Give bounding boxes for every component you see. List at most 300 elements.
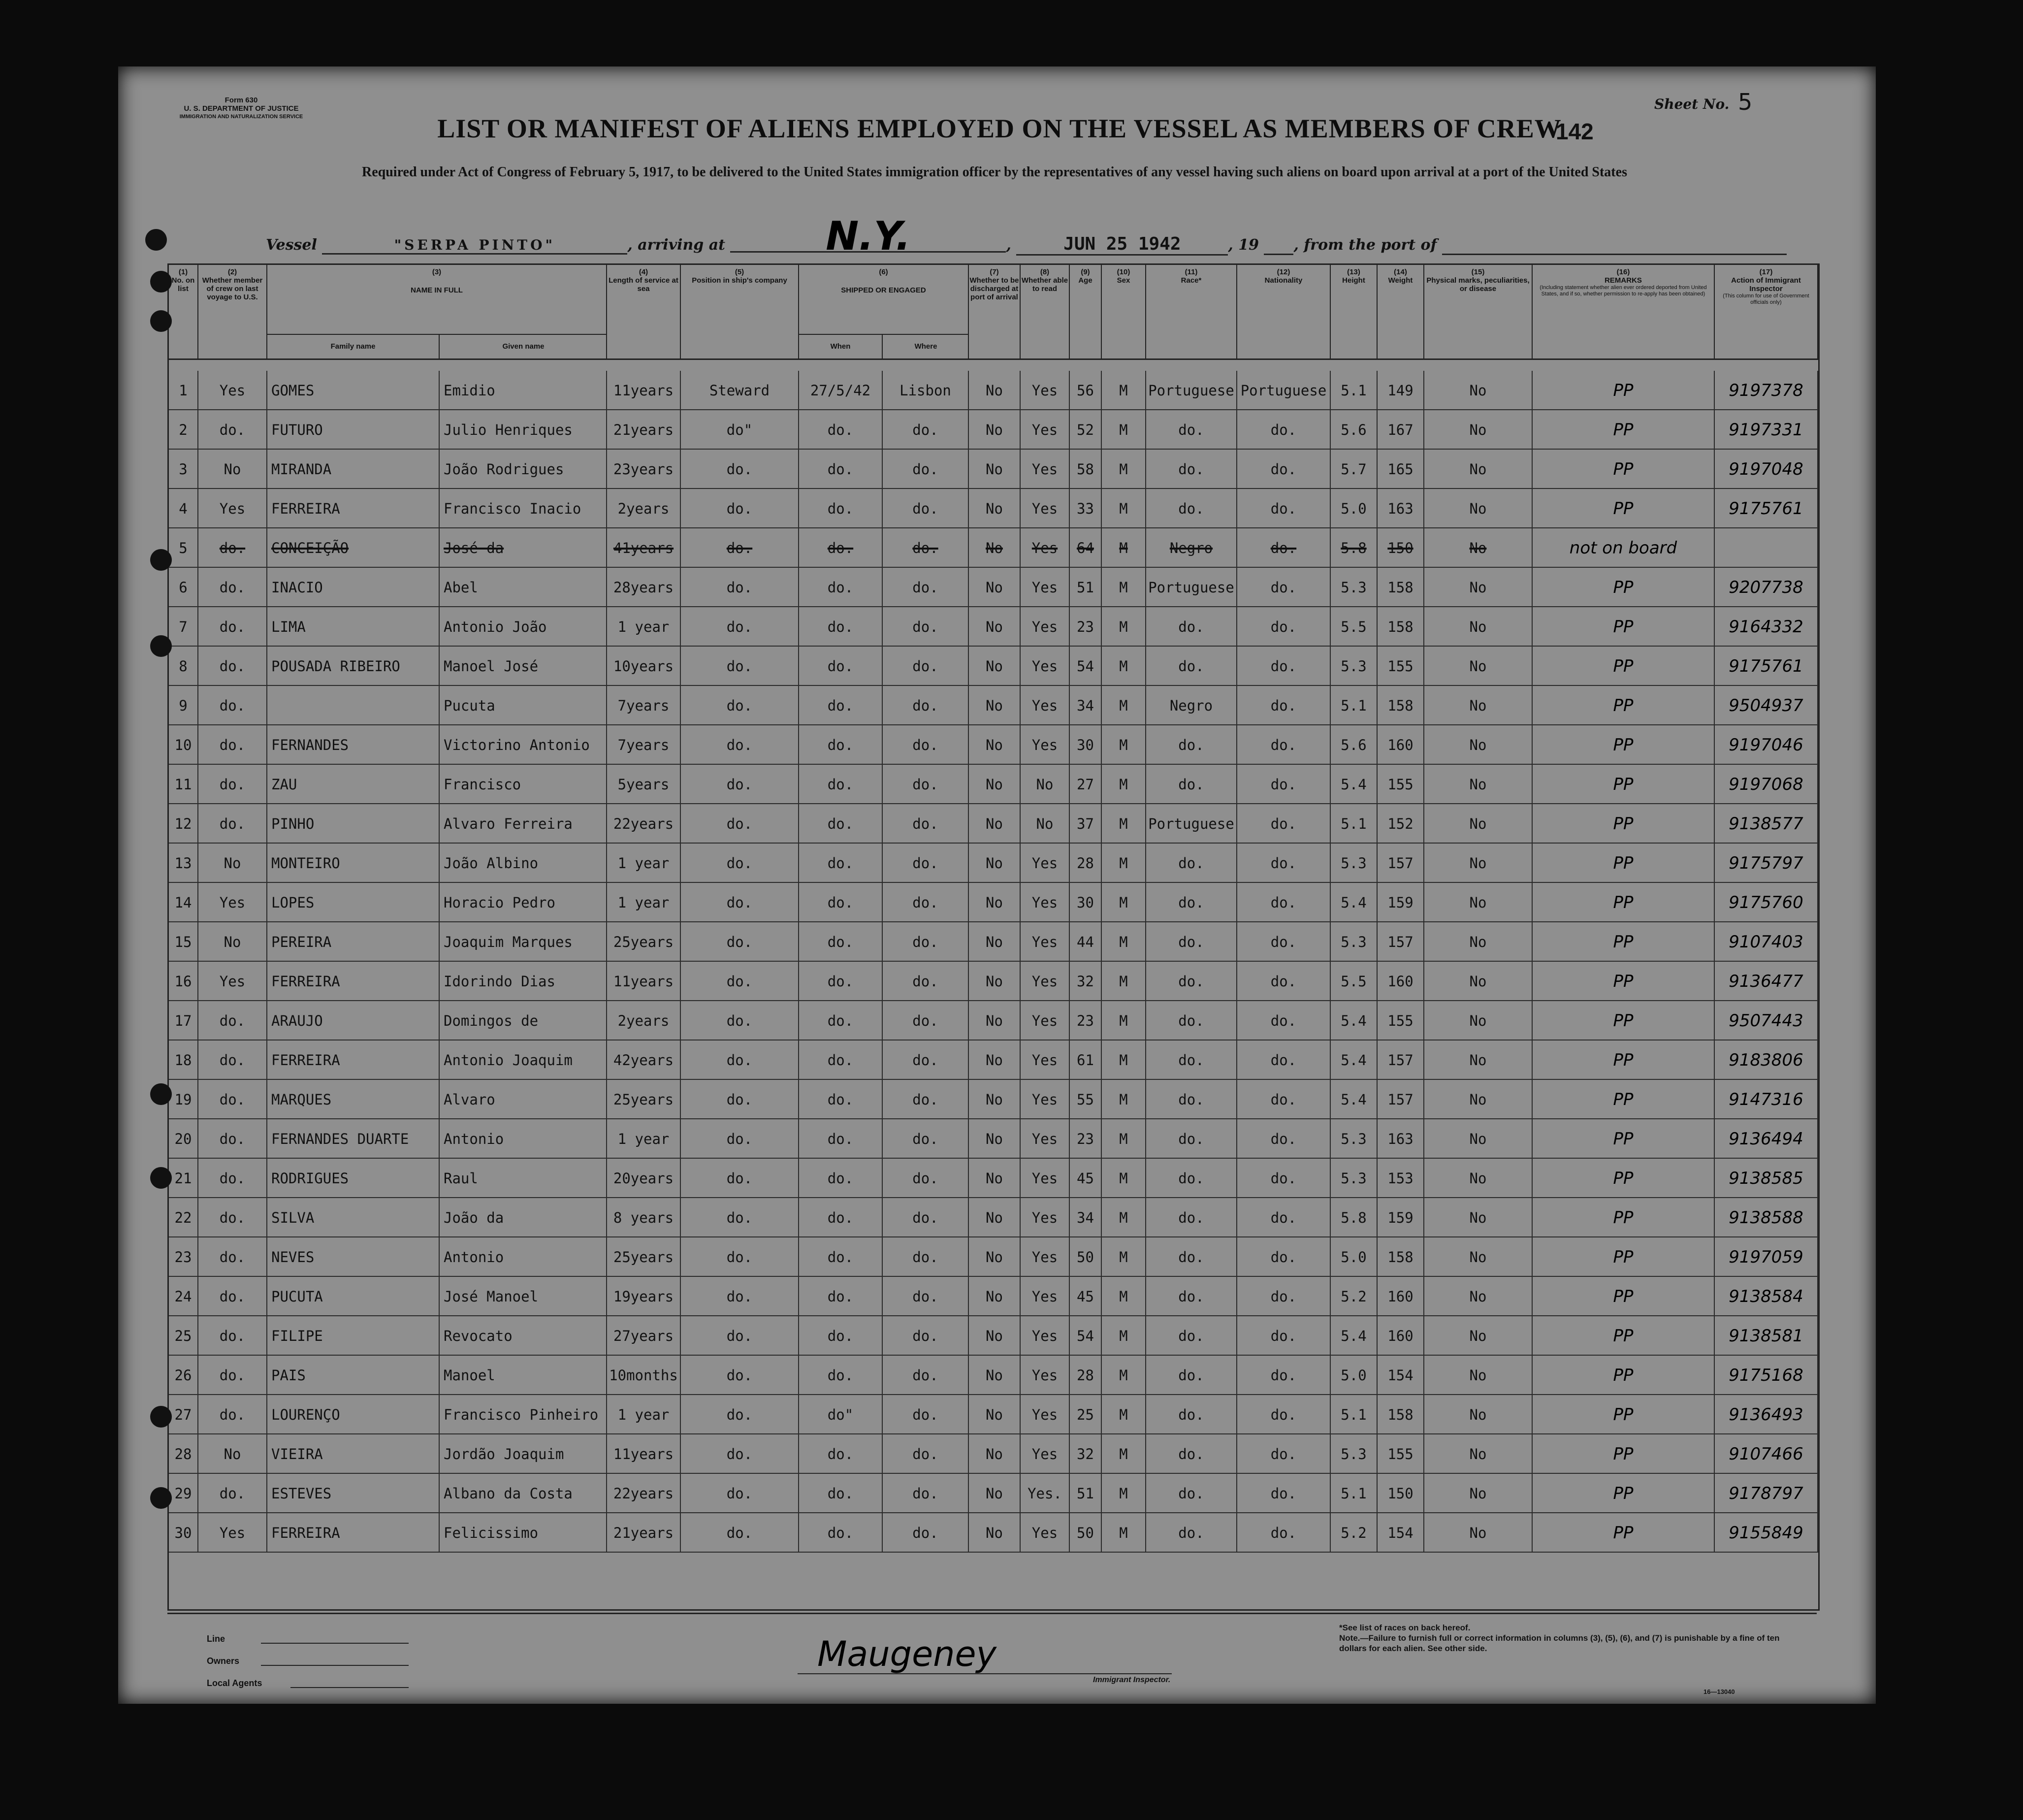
agents-blank bbox=[290, 1687, 409, 1688]
cell-service: 1 year bbox=[607, 1119, 681, 1159]
cell-disch: No bbox=[969, 568, 1021, 607]
cell-family bbox=[267, 686, 440, 725]
cell-read: No bbox=[1021, 804, 1070, 844]
cell-race: Negro bbox=[1146, 528, 1237, 568]
column-label: Nationality bbox=[1264, 276, 1303, 285]
cell-age: 27 bbox=[1070, 765, 1102, 804]
cell-age: 23 bbox=[1070, 1001, 1102, 1040]
cell-read: Yes bbox=[1021, 1513, 1070, 1553]
cell-when: do. bbox=[799, 647, 883, 686]
cell-nat: do. bbox=[1237, 1080, 1331, 1119]
cell-age: 45 bbox=[1070, 1277, 1102, 1316]
cell-where: Lisbon bbox=[883, 371, 969, 410]
cell-where: do. bbox=[883, 1434, 969, 1474]
cell-given: Francisco bbox=[440, 765, 607, 804]
cell-weight: 157 bbox=[1378, 1080, 1424, 1119]
cell-remarks: PP bbox=[1533, 844, 1715, 883]
cell-read: Yes bbox=[1021, 410, 1070, 450]
cell-race: do. bbox=[1146, 883, 1237, 922]
cell-remarks: PP bbox=[1533, 1474, 1715, 1513]
cell-race: do. bbox=[1146, 1080, 1237, 1119]
cell-marks: No bbox=[1424, 1395, 1533, 1434]
cell-weight: 158 bbox=[1378, 607, 1424, 647]
cell-disch: No bbox=[969, 962, 1021, 1001]
cell-height: 5.6 bbox=[1331, 725, 1378, 765]
line-blank bbox=[261, 1643, 409, 1644]
cell-nat: do. bbox=[1237, 725, 1331, 765]
cell-family: RODRIGUES bbox=[267, 1159, 440, 1198]
cell-given: José Manoel bbox=[440, 1277, 607, 1316]
cell-marks: No bbox=[1424, 844, 1533, 883]
cell-service: 1 year bbox=[607, 1395, 681, 1434]
cell-position: do. bbox=[681, 1119, 799, 1159]
cell-prev: do. bbox=[198, 765, 267, 804]
cell-disch: No bbox=[969, 607, 1021, 647]
table-row bbox=[169, 1513, 1818, 1553]
cell-age: 37 bbox=[1070, 804, 1102, 844]
cell-action: 9164332 bbox=[1715, 607, 1818, 647]
table-row bbox=[169, 1277, 1818, 1316]
cell-when: do. bbox=[799, 725, 883, 765]
cell-given: Idorindo Dias bbox=[440, 962, 607, 1001]
manifest-sheet bbox=[118, 66, 1876, 1704]
signature-line bbox=[798, 1673, 1172, 1674]
cell-position: do. bbox=[681, 804, 799, 844]
column-note: (This column for use of Government officials only) bbox=[1723, 293, 1809, 305]
cell-disch: No bbox=[969, 1198, 1021, 1237]
cell-action: 9504937 bbox=[1715, 686, 1818, 725]
cell-marks: No bbox=[1424, 922, 1533, 962]
cell-where: do. bbox=[883, 804, 969, 844]
cell-prev: do. bbox=[198, 607, 267, 647]
cell-sex: M bbox=[1102, 962, 1146, 1001]
cell-family: LOURENÇO bbox=[267, 1395, 440, 1434]
cell-no: 5 bbox=[169, 528, 198, 568]
cell-action: 9175761 bbox=[1715, 489, 1818, 528]
cell-nat: do. bbox=[1237, 844, 1331, 883]
cell-action: 9138581 bbox=[1715, 1316, 1818, 1356]
cell-race: do. bbox=[1146, 647, 1237, 686]
races-note: *See list of races on back hereof. bbox=[1339, 1623, 1471, 1632]
cell-prev: do. bbox=[198, 1356, 267, 1395]
footnotes bbox=[1339, 1623, 1782, 1654]
cell-no: 28 bbox=[169, 1434, 198, 1474]
cell-sex: M bbox=[1102, 844, 1146, 883]
inspector-label: Immigrant Inspector. bbox=[1093, 1676, 1171, 1684]
cell-height: 5.2 bbox=[1331, 1277, 1378, 1316]
cell-position: do. bbox=[681, 765, 799, 804]
cell-disch: No bbox=[969, 1040, 1021, 1080]
column-header bbox=[267, 265, 607, 358]
cell-age: 61 bbox=[1070, 1040, 1102, 1080]
cell-disch: No bbox=[969, 804, 1021, 844]
year-blank bbox=[1264, 236, 1293, 255]
cell-remarks: PP bbox=[1533, 647, 1715, 686]
cell-action: 9197068 bbox=[1715, 765, 1818, 804]
cell-marks: No bbox=[1424, 765, 1533, 804]
cell-sex: M bbox=[1102, 1159, 1146, 1198]
cell-disch: No bbox=[969, 844, 1021, 883]
cell-where: do. bbox=[883, 922, 969, 962]
cell-position: do. bbox=[681, 962, 799, 1001]
column-number: (1) bbox=[178, 268, 188, 276]
cell-service: 1 year bbox=[607, 883, 681, 922]
cell-family: FERREIRA bbox=[267, 489, 440, 528]
cell-action: 9197331 bbox=[1715, 410, 1818, 450]
cell-nat: do. bbox=[1237, 922, 1331, 962]
cell-marks: No bbox=[1424, 1198, 1533, 1237]
header-divider bbox=[169, 358, 1818, 360]
cell-no: 18 bbox=[169, 1040, 198, 1080]
binding-hole bbox=[150, 635, 172, 657]
cell-weight: 149 bbox=[1378, 371, 1424, 410]
cell-action: 9147316 bbox=[1715, 1080, 1818, 1119]
binding-hole bbox=[145, 229, 167, 251]
cell-read: Yes bbox=[1021, 922, 1070, 962]
cell-where: do. bbox=[883, 1119, 969, 1159]
cell-when: 27/5/42 bbox=[799, 371, 883, 410]
cell-age: 51 bbox=[1070, 1474, 1102, 1513]
column-label: Position in ship's company bbox=[692, 276, 787, 285]
local-agents-label: Local Agents bbox=[207, 1678, 262, 1688]
cell-position: do. bbox=[681, 1316, 799, 1356]
cell-no: 1 bbox=[169, 371, 198, 410]
table-row bbox=[169, 1040, 1818, 1080]
cell-read: Yes bbox=[1021, 1040, 1070, 1080]
cell-marks: No bbox=[1424, 1237, 1533, 1277]
cell-sex: M bbox=[1102, 1119, 1146, 1159]
cell-given: Pucuta bbox=[440, 686, 607, 725]
cell-nat: do. bbox=[1237, 686, 1331, 725]
cell-height: 5.4 bbox=[1331, 1080, 1378, 1119]
cell-sex: M bbox=[1102, 450, 1146, 489]
cell-nat: do. bbox=[1237, 1159, 1331, 1198]
cell-height: 5.3 bbox=[1331, 647, 1378, 686]
cell-age: 28 bbox=[1070, 844, 1102, 883]
cell-race: do. bbox=[1146, 1316, 1237, 1356]
column-header bbox=[1237, 265, 1331, 358]
cell-given: Joaquim Marques bbox=[440, 922, 607, 962]
cell-given: Antonio Joaquim bbox=[440, 1040, 607, 1080]
cell-weight: 153 bbox=[1378, 1159, 1424, 1198]
cell-no: 8 bbox=[169, 647, 198, 686]
cell-no: 26 bbox=[169, 1356, 198, 1395]
cell-prev: do. bbox=[198, 410, 267, 450]
table-row bbox=[169, 450, 1818, 489]
cell-where: do. bbox=[883, 528, 969, 568]
cell-where: do. bbox=[883, 686, 969, 725]
cell-sex: M bbox=[1102, 1474, 1146, 1513]
cell-nat: do. bbox=[1237, 450, 1331, 489]
cell-given: Raul bbox=[440, 1159, 607, 1198]
cell-given: Emidio bbox=[440, 371, 607, 410]
table-row bbox=[169, 765, 1818, 804]
table-row bbox=[169, 607, 1818, 647]
cell-remarks: PP bbox=[1533, 1356, 1715, 1395]
cell-family: FILIPE bbox=[267, 1316, 440, 1356]
cell-nat: do. bbox=[1237, 607, 1331, 647]
column-header bbox=[607, 265, 681, 358]
cell-remarks: PP bbox=[1533, 1040, 1715, 1080]
form-code: 16—13040 bbox=[1703, 1688, 1735, 1695]
cell-prev: do. bbox=[198, 1395, 267, 1434]
column-number: (6) bbox=[879, 268, 888, 276]
column-header bbox=[969, 265, 1021, 358]
cell-position: do. bbox=[681, 686, 799, 725]
cell-service: 21years bbox=[607, 410, 681, 450]
cell-service: 41years bbox=[607, 528, 681, 568]
cell-given: Alvaro Ferreira bbox=[440, 804, 607, 844]
cell-weight: 165 bbox=[1378, 450, 1424, 489]
cell-age: 50 bbox=[1070, 1237, 1102, 1277]
cell-read: Yes bbox=[1021, 647, 1070, 686]
cell-when: do. bbox=[799, 765, 883, 804]
cell-read: Yes bbox=[1021, 371, 1070, 410]
cell-sex: M bbox=[1102, 725, 1146, 765]
column-label: Length of service at sea bbox=[609, 276, 678, 293]
cell-position: do. bbox=[681, 1474, 799, 1513]
line-label: Line bbox=[207, 1634, 225, 1644]
table-row bbox=[169, 962, 1818, 1001]
cell-service: 25years bbox=[607, 1080, 681, 1119]
cell-action: 9155849 bbox=[1715, 1513, 1818, 1553]
cell-remarks: not on board bbox=[1533, 528, 1715, 568]
cell-nat: do. bbox=[1237, 1277, 1331, 1316]
cell-disch: No bbox=[969, 1513, 1021, 1553]
cell-family: FUTURO bbox=[267, 410, 440, 450]
cell-where: do. bbox=[883, 410, 969, 450]
cell-position: do. bbox=[681, 489, 799, 528]
cell-read: No bbox=[1021, 765, 1070, 804]
cell-no: 30 bbox=[169, 1513, 198, 1553]
cell-remarks: PP bbox=[1533, 410, 1715, 450]
cell-action: 9107466 bbox=[1715, 1434, 1818, 1474]
cell-age: 34 bbox=[1070, 686, 1102, 725]
cell-position: do. bbox=[681, 1080, 799, 1119]
cell-marks: No bbox=[1424, 410, 1533, 450]
cell-remarks: PP bbox=[1533, 489, 1715, 528]
cell-given: João Albino bbox=[440, 844, 607, 883]
subcolumn-label: Given name bbox=[502, 342, 545, 351]
table-row bbox=[169, 1001, 1818, 1040]
cell-remarks: PP bbox=[1533, 922, 1715, 962]
cell-disch: No bbox=[969, 371, 1021, 410]
cell-height: 5.3 bbox=[1331, 1434, 1378, 1474]
cell-height: 5.0 bbox=[1331, 489, 1378, 528]
cell-disch: No bbox=[969, 647, 1021, 686]
cell-sex: M bbox=[1102, 1001, 1146, 1040]
cell-family: LIMA bbox=[267, 607, 440, 647]
cell-service: 23years bbox=[607, 450, 681, 489]
cell-remarks: PP bbox=[1533, 450, 1715, 489]
cell-given: Revocato bbox=[440, 1316, 607, 1356]
cell-weight: 152 bbox=[1378, 804, 1424, 844]
subcolumn-label: Where bbox=[914, 342, 937, 351]
crew-table bbox=[167, 263, 1820, 1611]
cell-action: 9136494 bbox=[1715, 1119, 1818, 1159]
cell-nat: do. bbox=[1237, 1513, 1331, 1553]
cell-no: 23 bbox=[169, 1237, 198, 1277]
cell-position: do. bbox=[681, 647, 799, 686]
cell-where: do. bbox=[883, 1040, 969, 1080]
column-label: Action of Immigrant Inspector bbox=[1731, 276, 1801, 293]
cell-race: do. bbox=[1146, 410, 1237, 450]
cell-height: 5.5 bbox=[1331, 607, 1378, 647]
cell-no: 21 bbox=[169, 1159, 198, 1198]
cell-race: do. bbox=[1146, 450, 1237, 489]
cell-prev: do. bbox=[198, 686, 267, 725]
cell-no: 7 bbox=[169, 607, 198, 647]
cell-read: Yes bbox=[1021, 883, 1070, 922]
cell-disch: No bbox=[969, 1316, 1021, 1356]
from-port-blank bbox=[1442, 236, 1787, 255]
cell-prev: No bbox=[198, 922, 267, 962]
table-row bbox=[169, 1316, 1818, 1356]
cell-service: 11years bbox=[607, 1434, 681, 1474]
cell-given: Manoel bbox=[440, 1356, 607, 1395]
cell-disch: No bbox=[969, 1159, 1021, 1198]
table-row bbox=[169, 922, 1818, 962]
cell-service: 1 year bbox=[607, 844, 681, 883]
cell-disch: No bbox=[969, 489, 1021, 528]
table-row bbox=[169, 410, 1818, 450]
cell-age: 56 bbox=[1070, 371, 1102, 410]
cell-height: 5.1 bbox=[1331, 804, 1378, 844]
cell-where: do. bbox=[883, 725, 969, 765]
cell-service: 2years bbox=[607, 489, 681, 528]
cell-height: 5.3 bbox=[1331, 1159, 1378, 1198]
cell-given: Antonio bbox=[440, 1237, 607, 1277]
cell-remarks: PP bbox=[1533, 1434, 1715, 1474]
cell-weight: 154 bbox=[1378, 1513, 1424, 1553]
cell-height: 5.8 bbox=[1331, 528, 1378, 568]
cell-when: do. bbox=[799, 568, 883, 607]
cell-prev: No bbox=[198, 844, 267, 883]
cell-family: SILVA bbox=[267, 1198, 440, 1237]
cell-prev: No bbox=[198, 450, 267, 489]
cell-read: Yes bbox=[1021, 489, 1070, 528]
cell-race: Portuguese bbox=[1146, 371, 1237, 410]
cell-height: 5.7 bbox=[1331, 450, 1378, 489]
column-header bbox=[1146, 265, 1237, 358]
column-number: (11) bbox=[1185, 268, 1198, 276]
cell-height: 5.4 bbox=[1331, 765, 1378, 804]
cell-read: Yes bbox=[1021, 844, 1070, 883]
cell-family: PINHO bbox=[267, 804, 440, 844]
cell-where: do. bbox=[883, 765, 969, 804]
cell-read: Yes bbox=[1021, 1277, 1070, 1316]
column-header bbox=[1533, 265, 1715, 358]
cell-action: 9197378 bbox=[1715, 371, 1818, 410]
cell-position: do. bbox=[681, 450, 799, 489]
cell-given: Antonio bbox=[440, 1119, 607, 1159]
column-header bbox=[1070, 265, 1102, 358]
cell-position: Steward bbox=[681, 371, 799, 410]
cell-position: do. bbox=[681, 883, 799, 922]
cell-service: 27years bbox=[607, 1316, 681, 1356]
column-number: (4) bbox=[639, 268, 648, 276]
cell-no: 12 bbox=[169, 804, 198, 844]
cell-position: do. bbox=[681, 1356, 799, 1395]
cell-no: 19 bbox=[169, 1080, 198, 1119]
cell-disch: No bbox=[969, 1277, 1021, 1316]
cell-family: GOMES bbox=[267, 371, 440, 410]
cell-remarks: PP bbox=[1533, 1119, 1715, 1159]
cell-height: 5.2 bbox=[1331, 1513, 1378, 1553]
cell-sex: M bbox=[1102, 1277, 1146, 1316]
cell-prev: do. bbox=[198, 804, 267, 844]
cell-marks: No bbox=[1424, 962, 1533, 1001]
cell-height: 5.4 bbox=[1331, 1040, 1378, 1080]
cell-prev: do. bbox=[198, 1198, 267, 1237]
cell-service: 11years bbox=[607, 371, 681, 410]
cell-age: 64 bbox=[1070, 528, 1102, 568]
cell-given: José da bbox=[440, 528, 607, 568]
cell-age: 30 bbox=[1070, 883, 1102, 922]
cell-weight: 155 bbox=[1378, 647, 1424, 686]
column-number: (13) bbox=[1347, 268, 1360, 276]
column-note: (Including statement whether alien ever ordered deported from United States, and if so, whether permission to re-apply has been obtained) bbox=[1540, 285, 1707, 297]
arriving-port: N.Y. bbox=[730, 222, 1006, 253]
cell-marks: No bbox=[1424, 686, 1533, 725]
cell-age: 55 bbox=[1070, 1080, 1102, 1119]
cell-service: 22years bbox=[607, 1474, 681, 1513]
cell-service: 42years bbox=[607, 1040, 681, 1080]
cell-remarks: PP bbox=[1533, 765, 1715, 804]
cell-family: INACIO bbox=[267, 568, 440, 607]
cell-disch: No bbox=[969, 1434, 1021, 1474]
form-number: Form 630 bbox=[225, 96, 258, 104]
cell-prev: No bbox=[198, 1434, 267, 1474]
cell-position: do. bbox=[681, 1159, 799, 1198]
cell-when: do. bbox=[799, 804, 883, 844]
cell-family: ESTEVES bbox=[267, 1474, 440, 1513]
column-label: REMARKS bbox=[1605, 276, 1642, 285]
cell-no: 22 bbox=[169, 1198, 198, 1237]
cell-sex: M bbox=[1102, 371, 1146, 410]
cell-position: do. bbox=[681, 1395, 799, 1434]
cell-prev: Yes bbox=[198, 883, 267, 922]
cell-age: 23 bbox=[1070, 1119, 1102, 1159]
cell-when: do. bbox=[799, 1119, 883, 1159]
cell-sex: M bbox=[1102, 410, 1146, 450]
vessel-line: Vessel "SERPA PINTO" , arriving at N.Y. , JUN 25 1942 , 19 , from the port of bbox=[266, 222, 1817, 256]
cell-service: 7years bbox=[607, 725, 681, 765]
column-number: (2) bbox=[227, 268, 237, 276]
table-row bbox=[169, 844, 1818, 883]
cell-action: 9197048 bbox=[1715, 450, 1818, 489]
cell-race: do. bbox=[1146, 1237, 1237, 1277]
column-number: (7) bbox=[990, 268, 999, 276]
cell-height: 5.5 bbox=[1331, 962, 1378, 1001]
cell-service: 11years bbox=[607, 962, 681, 1001]
cell-sex: M bbox=[1102, 1316, 1146, 1356]
cell-remarks: PP bbox=[1533, 686, 1715, 725]
cell-where: do. bbox=[883, 1316, 969, 1356]
cell-marks: No bbox=[1424, 489, 1533, 528]
cell-height: 5.0 bbox=[1331, 1237, 1378, 1277]
cell-family: FERREIRA bbox=[267, 1040, 440, 1080]
table-row bbox=[169, 647, 1818, 686]
cell-nat: do. bbox=[1237, 765, 1331, 804]
cell-disch: No bbox=[969, 1395, 1021, 1434]
cell-race: do. bbox=[1146, 1159, 1237, 1198]
cell-marks: No bbox=[1424, 1040, 1533, 1080]
cell-marks: No bbox=[1424, 1434, 1533, 1474]
cell-service: 22years bbox=[607, 804, 681, 844]
cell-race: do. bbox=[1146, 725, 1237, 765]
cell-height: 5.1 bbox=[1331, 1395, 1378, 1434]
